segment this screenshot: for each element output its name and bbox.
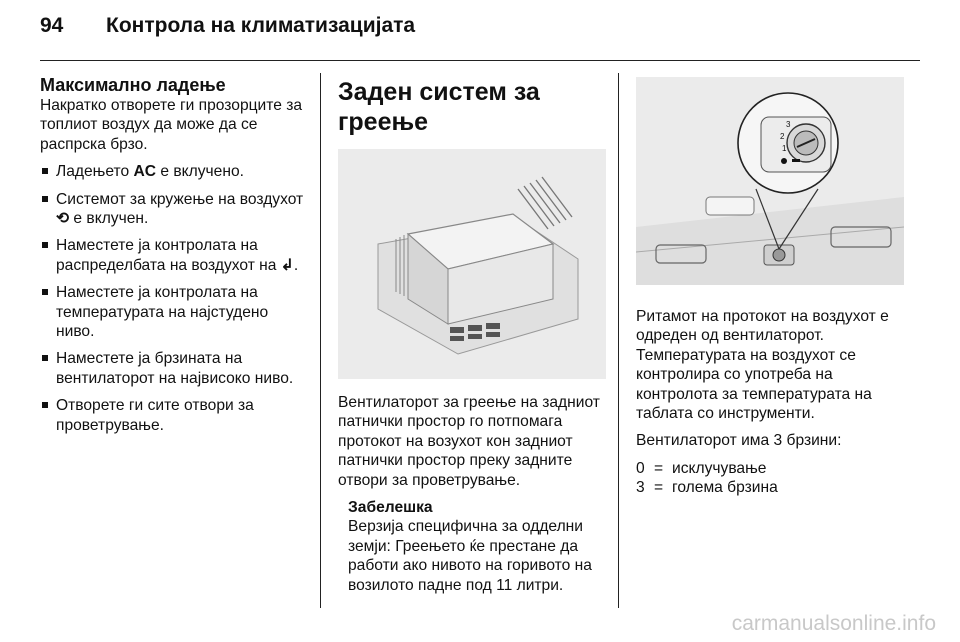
air-recirculation-icon: ⟲ (56, 210, 70, 228)
air-distribution-icon: ↲ (280, 256, 294, 274)
note-block (348, 498, 606, 595)
dial-label-1: 1 (782, 144, 787, 153)
watermark: carmanualsonline.info (731, 612, 936, 635)
intro-paragraph: Накратко отворете ги прозорците за топлиот воздух да може да се распрска брзо. (40, 97, 303, 153)
fan-description: Ритамот на протокот на воздухот е одреден од вентилаторот. Температурата на воздухот се контролира со употреба на контролота за температурата на таблата со инструменти. (636, 308, 889, 423)
list-item: Ладењето AC е вклучено. (40, 162, 308, 181)
column-divider-1 (320, 73, 321, 608)
column-divider-2 (618, 73, 619, 608)
list-item: Наместете ја контролата на распределбата на воздухот на ↲. (40, 236, 308, 275)
list-item: Наместете ја брзината на вентилаторот на највисоко ниво. (40, 349, 308, 388)
section-heading-max-cooling: Максимално ладење (40, 75, 226, 95)
speed-off-label: исклучување (672, 459, 767, 477)
speed-high-label: голема брзина (672, 479, 778, 497)
dial-label-3: 3 (786, 120, 791, 129)
rear-heating-body: Вентилаторот за греење на задниот патнички простор го потпомага протокот на возухот кон задниот патнички простор преку задните отвори за проветрување. (338, 394, 600, 489)
chapter-title: Контрола на климатизацијата (106, 14, 416, 37)
note-title: Забелешка (348, 499, 433, 517)
note-body: Верзија специфична за одделни земји: Греењето ќе престане да работи ако нивото на горивото на возилото падне под 11 литри. (348, 518, 592, 594)
header-rule (40, 60, 920, 61)
ac-label: AC (133, 163, 157, 181)
column-fan-info (636, 75, 904, 498)
list-item: Системот за кружење на воздухот ⟲ е вклучен. (40, 190, 308, 229)
steps-list (40, 162, 308, 435)
dial-label-2: 2 (780, 132, 785, 141)
fan-switch-illustration (636, 77, 904, 285)
column-max-cooling (40, 75, 308, 443)
fan-speed-table: 0 = исклучување 3 = голема брзина (636, 459, 904, 498)
page-number: 94 (40, 14, 64, 37)
section-heading-rear-heating: Заден систем за греење (338, 78, 540, 136)
column-rear-heating (338, 75, 606, 595)
list-item: Отворете ги сите отвори за проветрување. (40, 396, 308, 435)
rear-heater-illustration (338, 149, 606, 379)
fan-speeds-intro: Вентилаторот има 3 брзини: (636, 432, 842, 450)
page-header (40, 14, 415, 44)
list-item: Наместете ја контролата на температурата на најстудено ниво. (40, 283, 308, 341)
